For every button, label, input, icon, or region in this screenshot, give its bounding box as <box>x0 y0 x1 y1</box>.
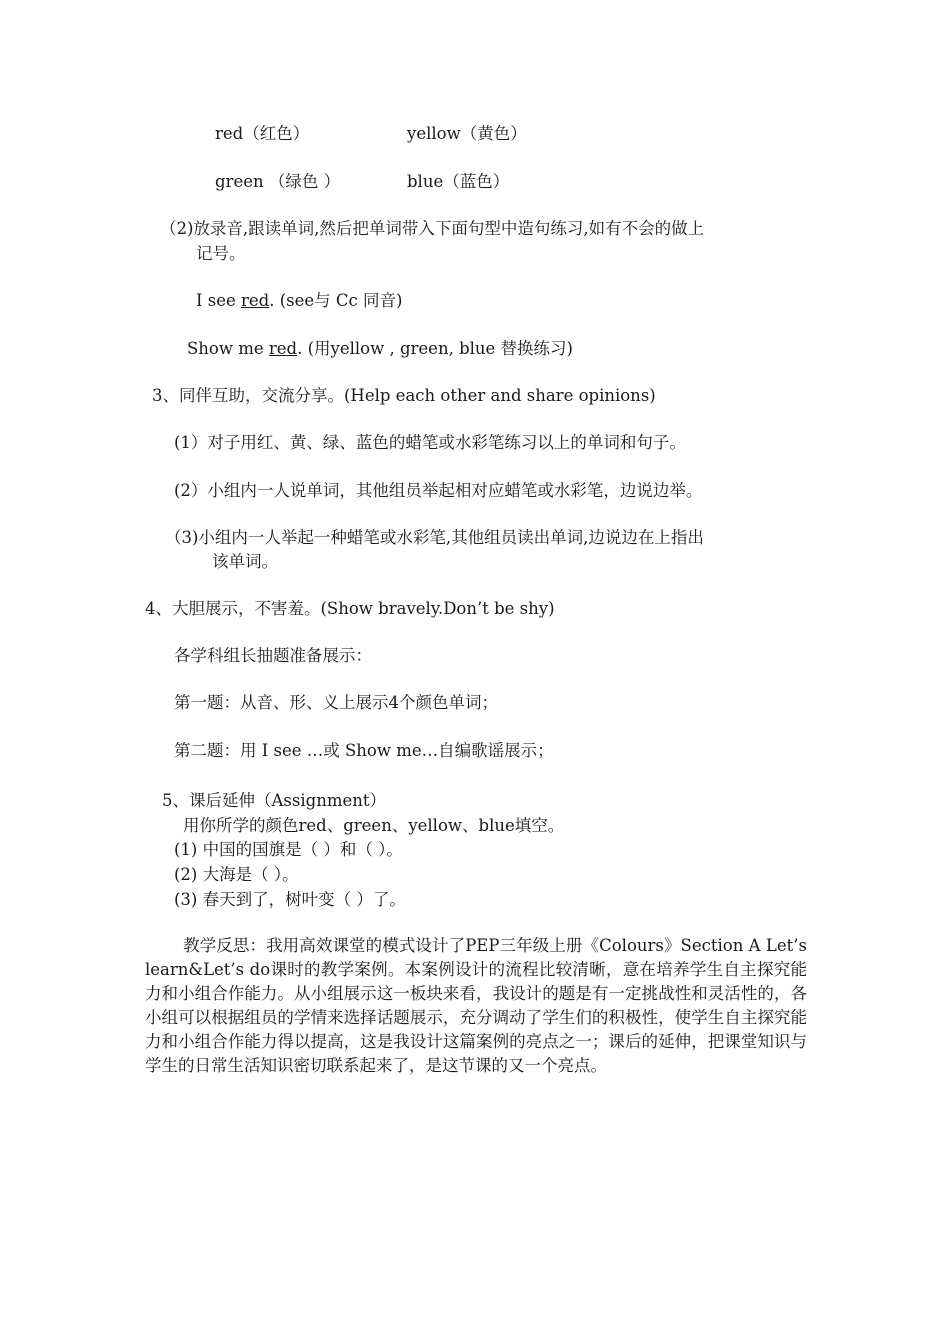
vocab-red: red（红色） <box>215 124 310 143</box>
step2-line1: （2)放录音,跟读单词,然后把单词带入下面句型中造句练习,如有不会的做上 <box>160 219 705 238</box>
section4-q2: 第二题：用 I see …或 Show me…自编歌谣展示； <box>174 741 554 760</box>
section3-item3-line2: 该单词。 <box>212 552 278 571</box>
section3-item3-line1: （3)小组内一人举起一种蜡笔或水彩笔,其他组员读出单词,边说边在上指出 <box>165 528 704 547</box>
underlined-word: red <box>241 291 270 310</box>
section5-q2: (2) 大海是（ ）。 <box>174 865 299 884</box>
section5-q1: (1) 中国的国旗是（ ）和（ ）。 <box>174 840 403 859</box>
section4-intro: 各学科组长抽题准备展示： <box>174 646 372 665</box>
section4-title: 4、大胆展示，不害羞。(Show bravely.Don’t be shy) <box>145 599 555 618</box>
reflection-text: 教学反思：我用高效课堂的模式设计了PEP三年级上册《Colours》Section A Let’s learn&Let’s do课时的教学案例。本案例设计的流程比较清晰，意在培养学生自主探究能力和小组合作能力。从小组展示这一板块来看，我设计的题是有一定挑战性和灵活性的，各小组可以根据组员的学情来选择话题展示，充分调动了学生们的积极性，使学生自主探究能力和小组合作能力得以提高，这是我设计这篇案例的亮点之一；课后的延伸，把课堂知识与学生的日常生活知识密切联系起来了，是这节课的又一个亮点。 <box>145 936 807 1075</box>
section3-item2: (2）小组内一人说单词，其他组员举起相对应蜡笔或水彩笔，边说边举。 <box>174 481 703 500</box>
section5-title: 5、课后延伸（Assignment） <box>162 791 386 810</box>
vocab-yellow: yellow（黄色） <box>407 124 527 143</box>
section3-item1: (1）对子用红、黄、绿、蓝色的蜡笔或水彩笔练习以上的单词和句子。 <box>174 433 686 452</box>
section4-q1: 第一题：从音、形、义上展示4个颜色单词； <box>174 693 498 712</box>
section3-title: 3、同伴互助，交流分享。(Help each other and share opinions) <box>152 386 656 405</box>
vocab-blue: blue（蓝色） <box>407 172 510 191</box>
reflection-paragraph <box>145 934 807 1078</box>
sentence-show-me: Show me red. (用yellow , green, blue 替换练习) <box>187 339 573 358</box>
section5-instruction: 用你所学的颜色red、green、yellow、blue填空。 <box>183 816 565 835</box>
vocab-green: green （绿色 ） <box>215 172 341 191</box>
sentence-i-see: I see red. (see与 Cc 同音) <box>196 291 403 310</box>
underlined-word: red <box>268 339 298 358</box>
step2-line2: 记号。 <box>196 244 246 263</box>
section5-q3: (3) 春天到了，树叶变（ ）了。 <box>174 890 406 909</box>
